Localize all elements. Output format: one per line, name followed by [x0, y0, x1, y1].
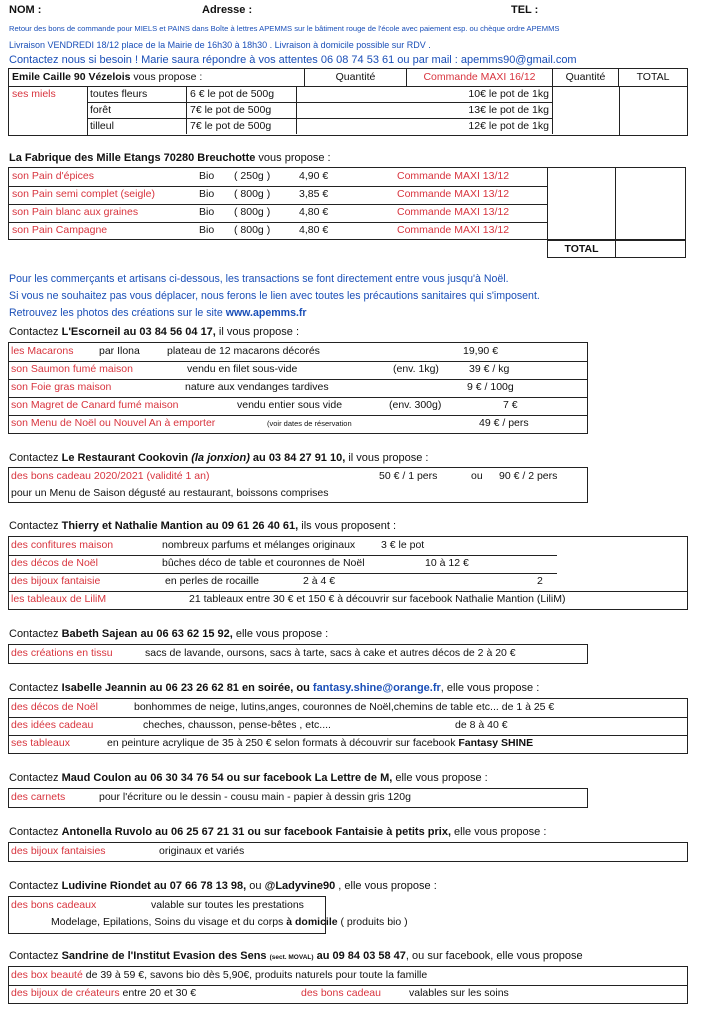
cookovin-line2: pour un Menu de Saison dégusté au restaurant, boissons comprises — [11, 487, 329, 499]
pain-row-bio: Bio — [199, 206, 215, 218]
pain-row — [9, 222, 547, 240]
jeannin-contact: Contactez — [9, 682, 62, 694]
escorneil-contact: Contactez — [9, 326, 62, 338]
escorneil-row-c2: plateau de 12 macarons décorés — [167, 345, 320, 357]
mantion-row-price: 3 € le pot — [381, 539, 425, 551]
cookovin-heading — [9, 452, 428, 464]
riondet-mid: ou — [246, 880, 265, 892]
escorneil-row-price: 9 € / 100g — [467, 381, 514, 393]
pain-row-name: son Pain Campagne — [12, 224, 108, 236]
pain-row-name: son Pain d'épices — [12, 170, 94, 182]
mantion-row-desc: 21 tableaux entre 30 € et 150 € à découvrir sur facebook Nathalie Mantion (LiliM) — [189, 593, 566, 605]
intro-line3 — [9, 307, 307, 319]
riondet-heading — [9, 880, 437, 892]
sens-row — [9, 985, 687, 1003]
escorneil-row — [9, 415, 587, 433]
sens-row2-desc2: valables sur les soins — [409, 987, 509, 999]
jeannin-row-label: des décos de Noël — [11, 701, 98, 713]
mantion-contact: Contactez — [9, 520, 62, 532]
header-line1: Retour des bons de commande pour MIELS et PAINS dans Boîte à lettres APEMMS sur le bâtiment rouge de l'école avec paiement esp. ou chèque ordre APEMMS — [9, 24, 560, 33]
ruvolo-suffix: elle vous propose : — [451, 826, 547, 838]
mantion-row-desc: bûches déco de table et couronnes de Noël — [162, 557, 365, 569]
miels-row-name: tilleul — [87, 118, 187, 134]
miels-row-name: forêt — [87, 102, 187, 118]
pain-row-commande[interactable]: Commande MAXI 13/12 — [397, 224, 510, 236]
jeannin-row — [9, 717, 687, 736]
mantion-row-label: des bijoux fantaisie — [11, 575, 101, 587]
mantion-row-desc: en perles de rocaille — [165, 575, 259, 587]
cookovin-phone: au 03 84 27 91 10, — [252, 452, 346, 464]
jeannin-row-desc: bonhommes de neige, lutins,anges, couronnes de Noël,chemins de table etc... de 1 à 25 € — [134, 701, 555, 713]
cookovin-contact: Contactez — [9, 452, 62, 464]
jeannin-row-desc — [107, 737, 533, 749]
pain-row-price: 3,85 € — [299, 188, 329, 200]
escorneil-row — [9, 397, 587, 416]
pain-vendor: La Fabrique des Mille Etangs 70280 Breuchotte — [9, 152, 256, 164]
riondet-name: Ludivine Riondet au 07 66 78 13 98, — [61, 880, 247, 892]
escorneil-row-label: les Macarons — [11, 345, 74, 357]
escorneil-row-c1: nature aux vendanges tardives — [185, 381, 329, 393]
jeannin-row-label: ses tableaux — [11, 737, 70, 749]
sens-table — [8, 966, 688, 1004]
coulon-label: des carnets — [11, 791, 66, 803]
sens-row2-desc: entre 20 et 30 € — [119, 987, 197, 999]
miels-row — [87, 86, 553, 103]
header-email-link[interactable]: apemms90@gmail.com — [460, 54, 577, 66]
miels-row-big[interactable]: 10€ le pot de 1kg — [297, 86, 553, 102]
mantion-row-price: 2 à 4 € — [303, 575, 336, 587]
riondet-contact: Contactez — [9, 880, 62, 892]
ruvolo-desc: originaux et variés — [159, 845, 245, 857]
sens-row2-label: des bijoux de créateurs — [11, 987, 120, 999]
mantion-row — [9, 573, 687, 592]
header-line3 — [9, 54, 577, 66]
nom-label: NOM : — [9, 4, 42, 16]
escorneil-row-label: son Foie gras maison — [11, 381, 112, 393]
mantion-row — [9, 591, 687, 609]
sens-heading — [9, 950, 583, 962]
pain-suffix: vous propose : — [255, 152, 331, 164]
pain-row-name: son Pain blanc aux graines — [12, 206, 139, 218]
sens-suffix: , ou sur facebook, elle vous propose — [405, 950, 583, 962]
cookovin-ou: ou — [471, 470, 483, 482]
pain-row-price: 4,90 € — [299, 170, 329, 182]
sens-row1-label: des box beauté — [11, 969, 83, 981]
riondet-line2a: Modelage, Epilations, Soins du visage et du corps — [51, 916, 287, 928]
cookovin-price1: 50 € / 1 pers — [379, 470, 438, 482]
sens-contact: Contactez — [9, 950, 62, 962]
coulon-desc: pour l'écriture ou le dessin - cousu main - papier à dessin gris 120g — [99, 791, 411, 803]
miels-label: ses miels — [12, 88, 56, 100]
escorneil-heading — [9, 326, 299, 338]
miels-total-divider — [619, 86, 620, 135]
coulon-name: Maud Coulon au 06 30 34 76 54 ou sur facebook La Lettre de M, — [61, 772, 393, 784]
pain-row-weight: ( 250g ) — [234, 170, 271, 182]
ruvolo-heading — [9, 826, 546, 838]
riondet-suffix: , elle vous propose : — [335, 880, 437, 892]
sens-row2-label2: des bons cadeau — [301, 987, 381, 999]
mantion-row-extra: 2 — [537, 575, 543, 587]
coulon-suffix: elle vous propose : — [392, 772, 488, 784]
miels-vendor — [9, 69, 304, 86]
coulon-table — [8, 788, 588, 808]
jeannin-email-link[interactable]: fantasy.shine@orange.fr — [312, 682, 441, 694]
miels-row — [87, 118, 553, 134]
mantion-row-price: 10 à 12 € — [425, 557, 469, 569]
riondet-table — [8, 896, 408, 934]
coulon-heading — [9, 772, 488, 784]
pain-total-col[interactable] — [615, 167, 686, 240]
jeannin-suffix: , elle vous propose : — [440, 682, 540, 694]
mantion-row — [9, 555, 557, 574]
cookovin-italic: (la jonxion) — [191, 452, 250, 464]
escorneil-row-price: 39 € / kg — [469, 363, 510, 375]
miels-vendor-suffix: vous propose : — [130, 71, 203, 83]
riondet-line2c: ( produits bio ) — [337, 916, 408, 928]
pain-row — [9, 168, 547, 187]
sajean-desc: sacs de lavande, oursons, sacs à tarte, sacs à cake et autres décos de 2 à 20 € — [145, 647, 516, 659]
sens-row1-desc: de 39 à 59 €, savons bio dès 5,90€, produits naturels pour toute la famille — [82, 969, 428, 981]
cookovin-price2: 90 € / 2 pers — [499, 470, 558, 482]
pain-row-weight: ( 800g ) — [234, 188, 271, 200]
escorneil-row — [9, 379, 587, 398]
escorneil-row-c1: vendu en filet sous-vide — [187, 363, 298, 375]
coulon-contact: Contactez — [9, 772, 62, 784]
pain-row-price: 4,80 € — [299, 206, 329, 218]
miels-table — [8, 68, 688, 136]
escorneil-row-c2: (env. 1kg) — [393, 363, 439, 375]
escorneil-row-c1: par Ilona — [99, 345, 140, 357]
sajean-heading — [9, 628, 328, 640]
ruvolo-label: des bijoux fantaisies — [11, 845, 106, 857]
riondet-desc: valable sur toutes les prestations — [151, 899, 304, 911]
pain-row-bio: Bio — [199, 188, 215, 200]
pain-row — [9, 204, 547, 223]
riondet-handle[interactable]: @Ladyvine90 — [264, 880, 336, 892]
ruvolo-contact: Contactez — [9, 826, 62, 838]
miels-rows — [87, 86, 553, 135]
jeannin-name: Isabelle Jeannin au 06 23 26 62 81 en soirée, ou — [61, 682, 313, 694]
tel-label: TEL : — [511, 4, 539, 16]
cookovin-suffix: il vous propose : — [345, 452, 429, 464]
ruvolo-name: Antonella Ruvolo au 06 25 67 21 31 ou sur facebook Fantaisie à petits prix, — [61, 826, 451, 838]
escorneil-row-c1: (voir dates de réservation — [267, 419, 352, 428]
jeannin-row — [9, 735, 687, 753]
miels-row-price: 6 € le pot de 500g — [187, 86, 297, 102]
mantion-row-desc: nombreux parfums et mélanges originaux — [162, 539, 356, 551]
riondet-label: des bons cadeaux — [11, 899, 97, 911]
pain-total-field[interactable] — [615, 240, 686, 258]
mantion-row-label: des décos de Noël — [11, 557, 98, 569]
mantion-row-label: les tableaux de LiliM — [11, 593, 107, 605]
escorneil-suffix: il vous propose : — [215, 326, 300, 338]
miels-vendor-name: Emile Caille 90 Vézelois — [12, 71, 131, 83]
miels-row-big[interactable]: 13€ le pot de 1kg — [297, 102, 553, 118]
escorneil-row-label: son Menu de Noël ou Nouvel An à emporter — [11, 417, 216, 429]
escorneil-row-price: 49 € / pers — [479, 417, 529, 429]
pain-row-commande[interactable]: Commande MAXI 13/12 — [397, 206, 510, 218]
escorneil-row-price: 7 € — [503, 399, 518, 411]
ruvolo-table — [8, 842, 688, 862]
pain-heading — [9, 152, 331, 164]
pain-row-bio: Bio — [199, 170, 215, 182]
escorneil-row-c2: (env. 300g) — [389, 399, 442, 411]
miels-col-qty: Quantité — [304, 69, 407, 86]
miels-row-name: toutes fleurs — [87, 86, 187, 102]
miels-row-price: 7€ le pot de 500g — [187, 118, 297, 134]
escorneil-row-price: 19,90 € — [463, 345, 499, 357]
mantion-suffix: ils vous proposent : — [298, 520, 397, 532]
jeannin-row-price: de 8 à 40 € — [455, 719, 508, 731]
sajean-table — [8, 644, 588, 664]
miels-col-commande: Commande MAXI 16/12 — [407, 69, 553, 86]
miels-row-big[interactable]: 12€ le pot de 1kg — [297, 118, 553, 134]
pain-qty-col[interactable] — [547, 167, 616, 240]
pain-total-label: TOTAL — [547, 240, 616, 258]
escorneil-table — [8, 342, 588, 434]
header-contact-text: Contactez nous si besoin ! Marie saura répondre à vos attentes 06 08 74 53 61 ou par mail : — [9, 54, 458, 66]
mantion-name: Thierry et Nathalie Mantion au 09 61 26 40 61, — [61, 520, 299, 532]
escorneil-row — [9, 343, 587, 362]
cookovin-name: Le Restaurant Cookovin — [61, 452, 189, 464]
riondet-line2b: à domicile — [286, 916, 338, 928]
sens-tiny: (sect. MOVAL) — [269, 954, 314, 961]
escorneil-row-c1: vendu entier sous vide — [237, 399, 343, 411]
adresse-label: Adresse : — [202, 4, 253, 16]
sajean-label: des créations en tissu — [11, 647, 113, 659]
mantion-heading — [9, 520, 396, 532]
sajean-name: Babeth Sajean au 06 63 62 15 92, — [61, 628, 233, 640]
miels-row — [87, 102, 553, 119]
escorneil-row — [9, 361, 587, 380]
mantion-table — [8, 536, 688, 610]
sens-row1 — [11, 969, 427, 981]
intro-line3-text: Retrouvez les photos des créations sur le site — [9, 307, 226, 319]
escorneil-name: L'Escorneil au 03 84 56 04 17, — [61, 326, 216, 338]
header-line2: Livraison VENDREDI 18/12 place de la Mairie de 16h30 à 18h30 . Livraison à domicile possible sur RDV . — [9, 40, 431, 50]
sens-phone: au 09 84 03 58 47 — [316, 950, 406, 962]
pain-row-weight: ( 800g ) — [234, 206, 271, 218]
mantion-row-label: des confitures maison — [11, 539, 114, 551]
jeannin-row-label: des idées cadeau — [11, 719, 94, 731]
escorneil-row-label: son Magret de Canard fumé maison — [11, 399, 179, 411]
escorneil-row-label: son Saumon fumé maison — [11, 363, 133, 375]
jeannin-row-desc: cheches, chausson, pense-bêtes , etc.... — [143, 719, 331, 731]
jeannin-table — [8, 698, 688, 754]
mantion-row — [9, 537, 557, 556]
miels-header-row — [9, 69, 687, 87]
pain-row-weight: ( 800g ) — [234, 224, 271, 236]
sens-row — [9, 967, 687, 986]
sens-name: Sandrine de l'Institut Evasion des Sens — [61, 950, 267, 962]
intro-line2: Si vous ne souhaitez pas vous déplacer, nous ferons le lien avec toutes les précautions sanitaires qui s'imposent. — [9, 290, 540, 302]
cookovin-table — [8, 467, 588, 503]
sajean-suffix: elle vous propose : — [232, 628, 329, 640]
sens-row2 — [11, 987, 196, 999]
pain-row-commande[interactable]: Commande MAXI 13/12 — [397, 170, 510, 182]
pain-row — [9, 186, 547, 205]
pain-row-price: 4,80 € — [299, 224, 329, 236]
intro-line1: Pour les commerçants et artisans ci-dessous, les transactions se font directement entre vous jusqu'à Noël. — [9, 273, 509, 285]
pain-row-commande[interactable]: Commande MAXI 13/12 — [397, 188, 510, 200]
pain-grid — [8, 167, 548, 240]
pain-row-bio: Bio — [199, 224, 215, 236]
jeannin-row — [9, 699, 687, 718]
pain-row-name: son Pain semi complet (seigle) — [12, 188, 155, 200]
miels-col-total: TOTAL — [636, 71, 670, 83]
miels-col-qty2: Quantité — [553, 69, 619, 86]
miels-row-price: 7€ le pot de 500g — [187, 102, 297, 118]
pain-table — [8, 167, 686, 255]
jeannin-row-desc-text: en peinture acrylique de 35 à 250 € selon formats à découvrir sur facebook — [107, 737, 459, 749]
riondet-line2 — [51, 916, 408, 928]
intro-site-link[interactable]: www.apemms.fr — [225, 307, 307, 319]
jeannin-heading — [9, 682, 539, 694]
cookovin-label: des bons cadeau 2020/2021 (validité 1 an) — [11, 470, 210, 482]
sajean-contact: Contactez — [9, 628, 62, 640]
jeannin-fb-name: Fantasy SHINE — [458, 737, 534, 749]
